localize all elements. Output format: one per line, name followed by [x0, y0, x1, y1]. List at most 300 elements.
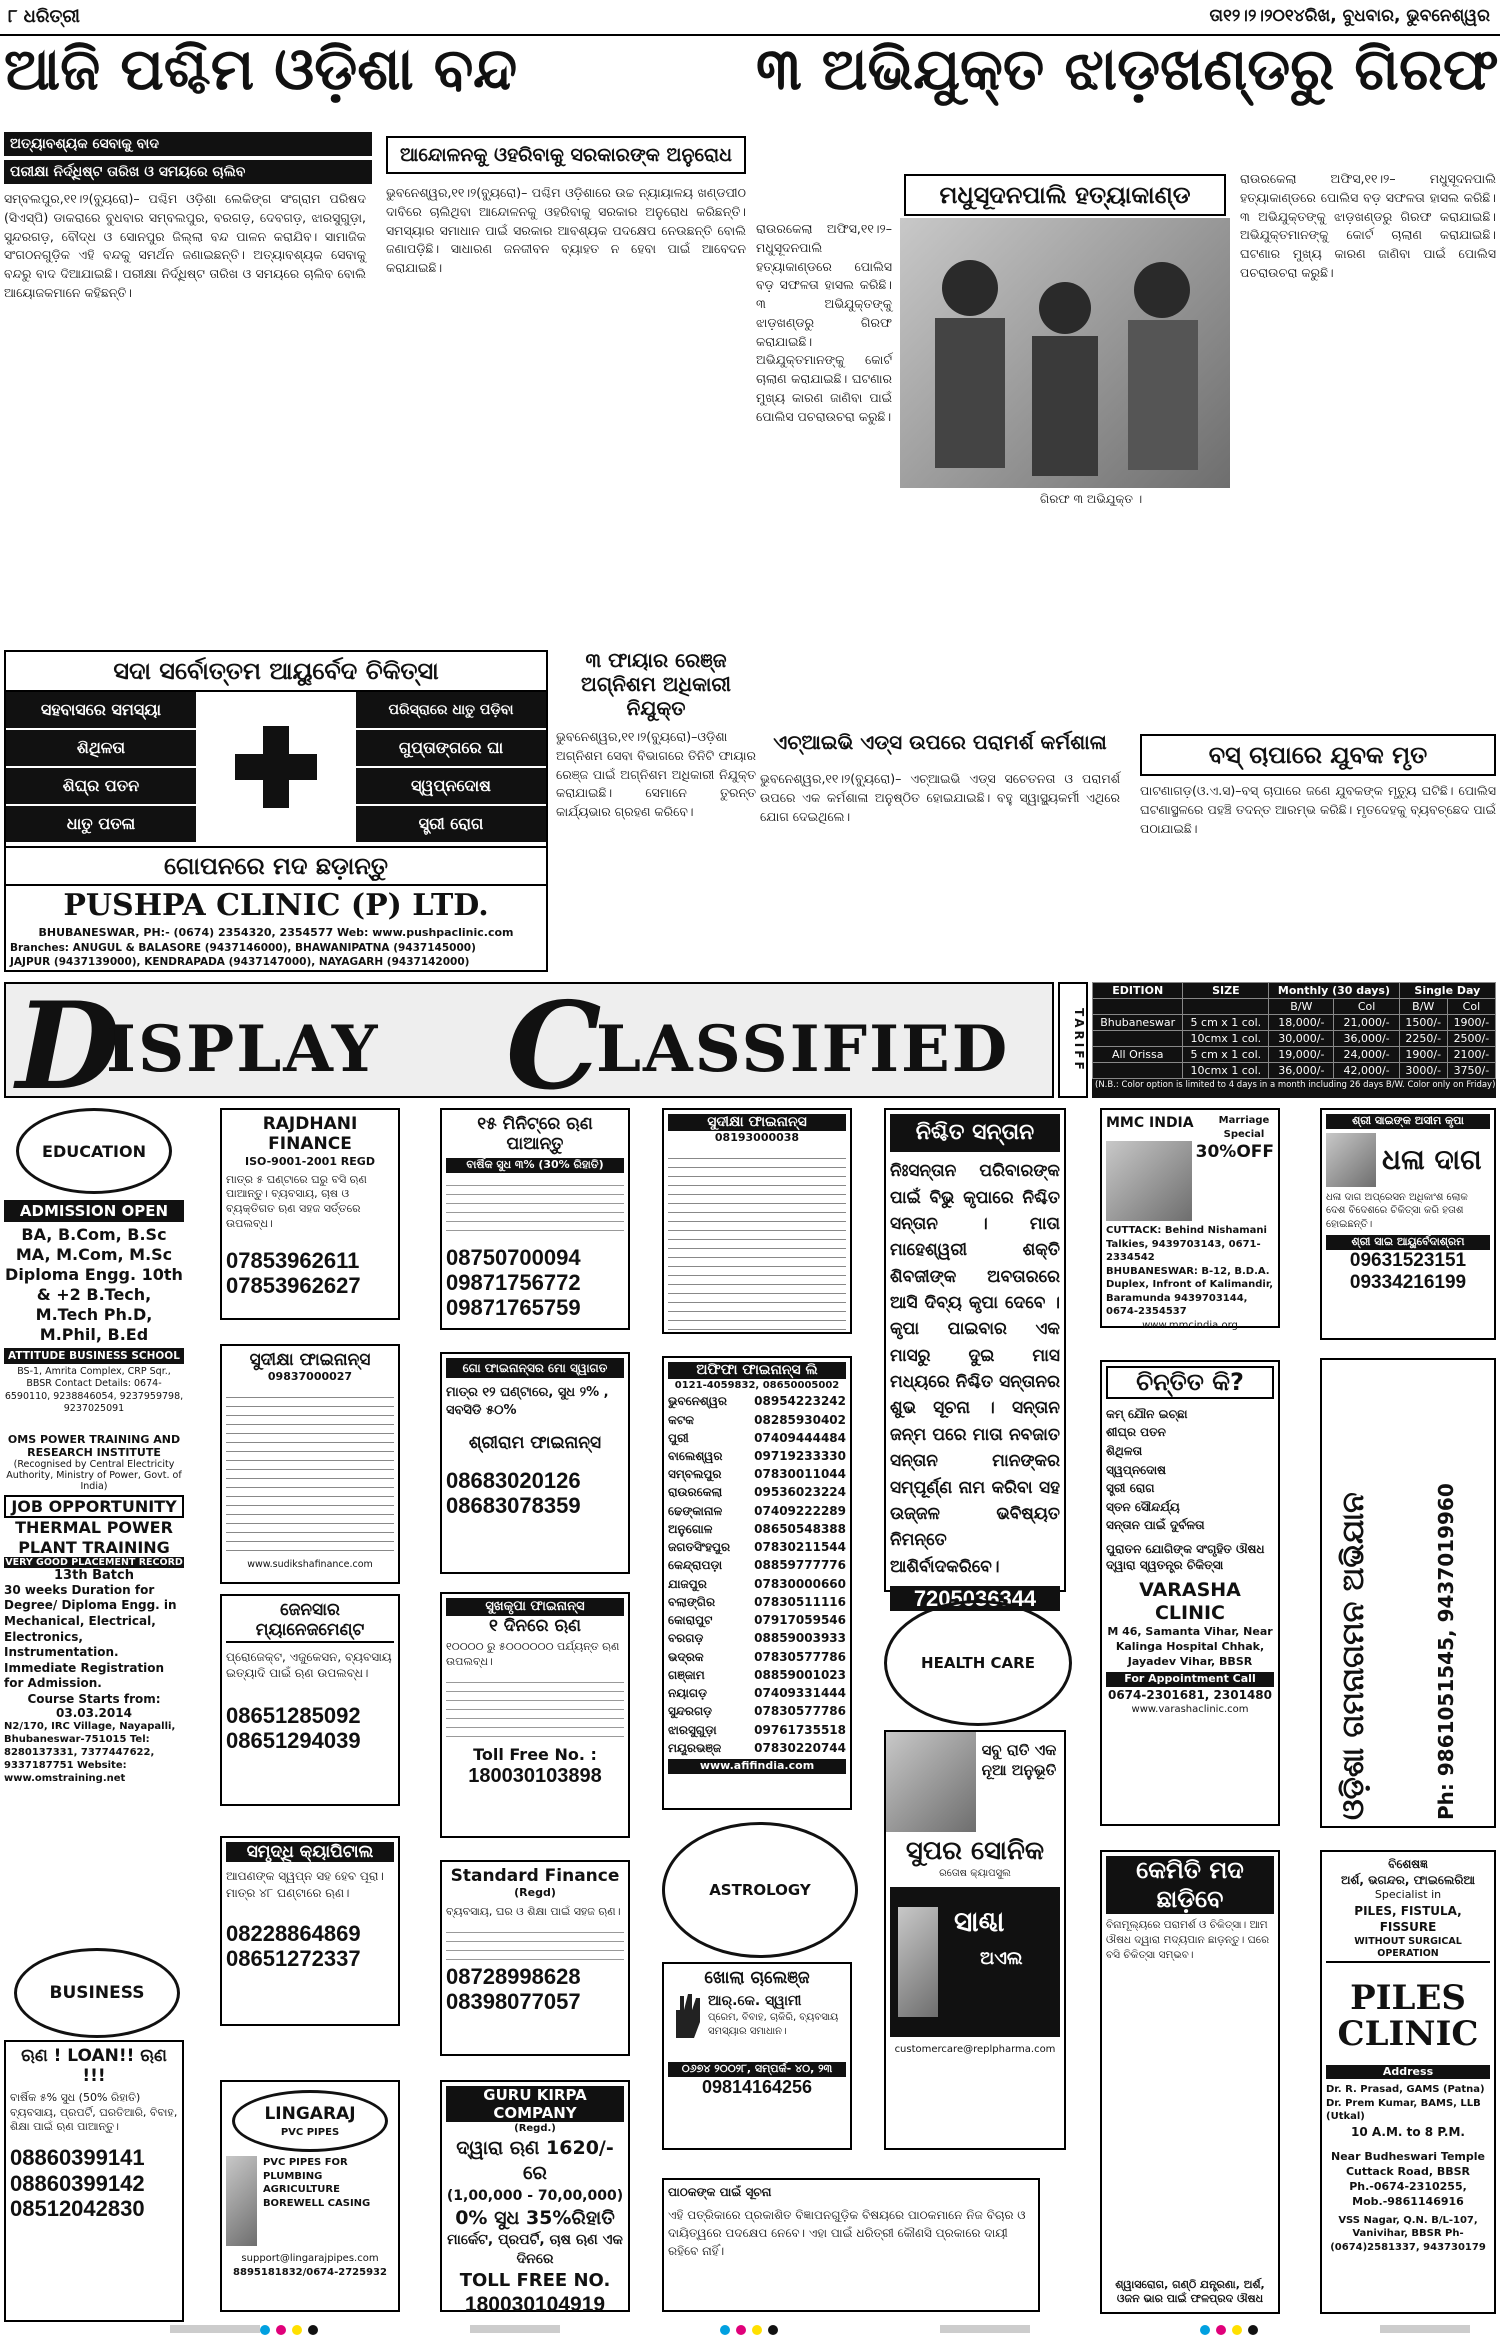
standard-phone-1: 08728998628 — [446, 1964, 581, 1990]
pushpa-name: PUSHPA CLINIC (P) LTD. — [63, 888, 489, 923]
gurukirpa-extra: ମାର୍କେଟ, ପ୍ରପର୍ଟି, ଚାଷ ଋଣ ଏକ ଦିନରେ — [447, 2232, 623, 2268]
pushpa-left-1: ସହବାସରେ ସମସ୍ୟା — [6, 692, 196, 730]
table-cell: 42,000/- — [1334, 1063, 1399, 1079]
pushpa-left-2: ଶିଥିଳତା — [6, 730, 196, 768]
table-cell: 5 cm x 1 col. — [1183, 1047, 1269, 1063]
mmc-ad — [1100, 1108, 1280, 1331]
santan-ad — [884, 1108, 1066, 1611]
pushpa-left-4: ଧାତୁ ପତଳା — [6, 806, 196, 842]
table-cell: 2100/- — [1447, 1047, 1495, 1063]
district-phone: 07917059546 — [754, 1613, 846, 1628]
santan-phone: 7205036344 — [890, 1586, 1060, 1611]
afifa-web: www.afifindia.com — [668, 1759, 846, 1774]
display-letter-d: D — [16, 976, 121, 1117]
fifteen-phone-2: 09871756772 — [446, 1269, 581, 1295]
kemiti-body: ବିନାମୂଲ୍ୟରେ ପରାମର୍ଶ ଓ ଚିକିତ୍ସା। ଆମ ଔଷଧ ଦ୍ୱାରା ମଦ୍ୟପାନ ଛାଡ଼ନ୍ତୁ। ଘରେ ବସି ଚିକିତ୍ସା ସମ୍ଭବ। — [1106, 1918, 1270, 1962]
list-item: ସ୍ତନ ସୌନ୍ଦର୍ଯ୍ୟ — [1106, 1499, 1180, 1514]
list-item: ଶିଥିଳତା — [1106, 1443, 1143, 1458]
tariff-col-single: Single Day — [1399, 983, 1495, 999]
super-note: ରତୋଷ କ୍ୟାପସୁଲ — [939, 1868, 1011, 1880]
gurukirpa-toll: 180030104919 — [464, 2293, 606, 2317]
medical-cross-icon — [231, 722, 321, 812]
varasha-phone: 0674-2301681, 2301480 — [1107, 1688, 1272, 1703]
story3-headline: ଆନ୍ଦୋଳନକୁ ଓହରିବାକୁ ସରକାରଙ୍କ ଅନୁରୋଧ — [386, 136, 746, 174]
super-top: ସବୁ ରାତି ଏକ ନୂଆ ଅନୁଭୂତି — [981, 1741, 1057, 1780]
swami-phone-1: ୦୬୭୪ ୨୦୦୨୮, ସମ୍ପର୍କ- ୪୦, ୨୩ — [668, 2062, 846, 2077]
super-customer: customercare@replpharma.com — [894, 2043, 1056, 2055]
registration-bar — [1380, 2325, 1470, 2333]
sudiksha2-title: ସୁଦୀକ୍ଷା ଫାଇନାନ୍ସ — [668, 1114, 846, 1131]
sukhkrupa-body: ୧୦୦୦୦ ରୁ ୫୦୦୦୦୦୦ ପର୍ଯ୍ୟନ୍ତ ଋଣ ଉପଲବ୍ଧ। — [446, 1639, 620, 1668]
lingaraj-uses: PVC PIPES FOR PLUMBING AGRICULTURE BOREWELL CASING — [262, 2157, 371, 2209]
district-name: ଯାଜପୁର — [668, 1576, 707, 1591]
pushpa-right-4: ସ୍ତ୍ରୀ ରୋଗ — [356, 806, 546, 842]
loan-title: ଋଣ ! LOAN!! ଋଣ !!! — [21, 2046, 167, 2087]
district-phone: 07409444484 — [754, 1430, 846, 1445]
table-cell: 3000/- — [1399, 1063, 1447, 1079]
kemiti-ad — [1100, 1850, 1280, 2314]
table-cell: 1500/- — [1399, 1015, 1447, 1031]
district-phone: 08285930402 — [754, 1412, 846, 1427]
education-emblem: EDUCATION — [16, 1108, 172, 1194]
oms-name: OMS POWER TRAINING AND RESEARCH INSTITUTE — [7, 1433, 181, 1460]
fifteen-title: ୧୫ ମିନିଟ୍‌ରେ ଋଣ ପାଆନ୍ତୁ — [477, 1114, 593, 1155]
district-phone: 07830577786 — [754, 1649, 846, 1664]
sandha-title: ସାଣ୍ଢା — [954, 1904, 1005, 1938]
list-item — [668, 1666, 846, 1684]
afifa-ad — [662, 1356, 852, 1810]
varasha-address: M 46, Samanta Vihar, Near Kalinga Hospital Chhak, Jayadev Vihar, BBSR — [1107, 1624, 1273, 1668]
chintita-list — [1106, 1405, 1274, 1535]
sudiksha2-phone: 08193000038 — [714, 1130, 800, 1144]
super-sonic-ad — [884, 1730, 1066, 2150]
district-name: କଟକ — [668, 1412, 695, 1427]
pushpa-branches-2: JAJPUR (9437139000), KENDRAPADA (9437147000), NAYAGARH (9437142000) — [10, 956, 470, 968]
district-phone: 07409222289 — [754, 1503, 846, 1518]
varasha-appt: For Appointment Call — [1106, 1672, 1274, 1687]
rajdhani-phone-1: 07853962611 — [226, 1248, 360, 1273]
swami-name: ଆର୍.କେ. ସ୍ୱାମୀ — [708, 1993, 802, 2010]
story1-sub1: ଅତ୍ୟାବଶ୍ୟକ ସେବାକୁ ବାଦ — [4, 132, 372, 156]
fifteen-phone-1: 08750700094 — [446, 1244, 581, 1270]
district-phone: 08650548388 — [754, 1521, 846, 1536]
tariff-sub: B/W — [1399, 999, 1447, 1015]
district-phone: 07409331444 — [754, 1686, 846, 1701]
guru-kirpa-ad — [440, 2080, 630, 2317]
sriram-body: ମାତ୍ର ୧୨ ଘଣ୍ଟାରେ, ସୁଧ ୨% , ସବସିଡି ୫୦% — [446, 1385, 609, 1418]
oms-description: 30 weeks Duration for Degree/ Diploma Engg. in Mechanical, Electrical, Electronics, Instrumentation. Immediate Registration for Admission. — [4, 1582, 177, 1691]
swami-title: ଖୋଲା ଚାଲେଞ୍ଜ — [704, 1968, 810, 1988]
list-item — [668, 1702, 846, 1720]
table-cell — [1093, 1031, 1183, 1047]
genesar-phone-2: 08651294039 — [226, 1728, 361, 1754]
table-cell: 2250/- — [1399, 1031, 1447, 1047]
district-name: ବାଲେଶ୍ୱର — [668, 1449, 723, 1463]
mmc-special: Marriage Special — [1218, 1115, 1270, 1140]
story1-body: ସମ୍ବଲପୁର,୧୧।୨(ବ୍ୟୁରୋ)– ପଶ୍ଚିମ ଓଡ଼ିଶା ଲେକିଙ୍ଗ ସଂଗ୍ରାମ ପରିଷଦ (ସିଏସ୍‌ପି) ଡାକରାରେ ବୁଧବାର ସମ୍ବଲପୁର, ବରଗଡ଼, ଦେବଗଡ଼, ଝାରସୁଗୁଡ଼ା, ସୁନ୍ଦରଗଡ଼, ବୌଦ୍ଧ ଓ ସୋନପୁର ଜିଲ୍ଲା ବନ୍ଦ ପାଳନ କରାଯିବ। ସାମାଜିକ ସଂଗଠନଗୁଡ଼ିକ ଏହି ବନ୍ଦକୁ ସମର୍ଥନ ଜଣାଇଛନ୍ତି। ଅତ୍ୟାବଶ୍ୟକ ସେବାକୁ ବନ୍ଦରୁ ବାଦ ଦିଆଯାଇଛି। ପରୀକ୍ଷା ନିର୍ଦ୍ଧିଷ୍ଟ ତାରିଖ ଓ ସମୟରେ ଚାଲିବ ବୋଲି ଆୟୋଜକମାନେ କହିଛନ୍ତି। — [4, 191, 366, 300]
health-care-emblem: HEALTH CARE — [884, 1600, 1072, 1726]
list-item — [668, 1648, 846, 1666]
loan-phone-2: 08860399142 — [10, 2170, 145, 2196]
list-item — [668, 1429, 846, 1447]
piles-clinic-2: CLINIC — [1337, 2013, 1479, 2054]
school-name: ATTITUDE BUSINESS SCHOOL — [4, 1348, 184, 1364]
sudiksha-web: www.sudikshafinance.com — [247, 1559, 373, 1571]
gurukirpa-body: ଦ୍ୱାରା ଋଣ 1620/-ରେ — [456, 2136, 614, 2185]
table-row — [1093, 1047, 1496, 1063]
oms-recognition: (Recognised by Central Electricity Authority, Ministry of Power, Govt. of India) — [6, 1459, 182, 1493]
tariff-col-edition: EDITION — [1093, 983, 1183, 999]
list-item: ସ୍ତ୍ରୀ ରୋଗ — [1106, 1481, 1155, 1496]
table-cell — [1093, 1063, 1183, 1079]
genesar-phone-1: 08651285092 — [226, 1703, 361, 1729]
sudiksha2-ad — [662, 1108, 852, 1334]
district-name: ନୟାଗଡ଼ — [668, 1686, 708, 1701]
swami-body: ପ୍ରେମ, ବିବାହ, ଚାକିରି, ବ୍ୟବସାୟ ସମସ୍ୟାର ସମାଧାନ। — [708, 2012, 839, 2037]
photo-caption: ଗିରଫ ୩ ଅଭିଯୁକ୍ତ । — [1040, 492, 1143, 506]
business-emblem: BUSINESS — [14, 1948, 180, 2038]
district-phone: 09536023224 — [754, 1485, 846, 1500]
pushpa-right-1: ପରିସ୍ରାରେ ଧାତୁ ପଡ଼ିବା — [356, 692, 546, 730]
story2-tag: ମଧୁସୂଦନପାଲି ହତ୍ୟାକାଣ୍ଡ — [904, 174, 1226, 216]
afifa-title: ଅଫିଫା ଫାଇନାନ୍ସ ଲି — [668, 1362, 846, 1379]
piles-specialist: Specialist in — [1374, 1888, 1442, 1902]
samrudhi-phone-1: 08228864869 — [226, 1920, 361, 1946]
registration-dot-cyan — [1200, 2325, 1210, 2335]
display-letter-c: C — [506, 976, 602, 1117]
district-name: ଗଞ୍ଜାମ — [668, 1667, 705, 1682]
astrology-emblem: ASTROLOGY — [662, 1822, 858, 1958]
sriram-phone-2: 08683078359 — [446, 1492, 581, 1518]
gurukirpa-rate: 0% ସୁଧ 35%ରିହାତି — [455, 2206, 615, 2229]
rajdhani-ad — [220, 1108, 400, 1320]
piles-doctor-1: Dr. R. Prasad, GAMS (Patna) — [1326, 2084, 1485, 2096]
story3-body: ଭୁବନେଶ୍ୱର,୧୧।୨(ବ୍ୟୁରୋ)– ପଶ୍ଚିମ ଓଡ଼ିଶାରେ ଉଚ୍ଚ ନ୍ୟାୟାଳୟ ଖଣ୍ଡପୀଠ ଦାବିରେ ଚାଲିଥିବା ଆନ୍ଦୋଳନକୁ ଓହରିବାକୁ ସରକାର ଅନୁରୋଧ କରିଛନ୍ତି। ସମସ୍ୟାର ସମାଧାନ ପାଇଁ ସରକାର ଆବଶ୍ୟକ ପଦକ୍ଷେପ ନେଉଛନ୍ତି ବୋଲି ଜଣାପଡ଼ିଛି। ସାଧାରଣ ଜନଜୀବନ ବ୍ୟାହତ ନ ହେବା ପାଇଁ ଆବେଦନ କରାଯାଇଛି। — [386, 185, 746, 275]
table-cell: 18,000/- — [1269, 1015, 1334, 1031]
notice-body: ଏହି ପତ୍ରିକାରେ ପ୍ରକାଶିତ ବିଜ୍ଞାପନଗୁଡ଼ିକ ବିଷୟରେ ପାଠକମାନେ ନିଜ ବିଚାର ଓ ଦାୟିତ୍ୱରେ ପଦକ୍ଷେପ ନେବେ। ଏହା ପାଇଁ ଧରିତ୍ରୀ କୌଣସି ପ୍ରକାରେ ଦାୟୀ ରହିବେ ନାହିଁ। — [668, 2208, 1026, 2259]
super-name: ସୁପର ସୋନିକ — [905, 1836, 1045, 1866]
piles-without: WITHOUT SURGICAL OPERATION — [1326, 1936, 1490, 1964]
table-cell: 36,000/- — [1269, 1063, 1334, 1079]
list-item — [668, 1611, 846, 1629]
list-item — [668, 1684, 846, 1702]
oms-batch: 13th Batch — [54, 1567, 134, 1583]
santan-title: ନିଶ୍ଚିତ ସନ୍ତାନ — [890, 1114, 1060, 1152]
district-phone: 07830011044 — [754, 1467, 846, 1482]
district-name: ବଲାଙ୍ଗିର — [668, 1594, 716, 1609]
district-phone: 07830577786 — [754, 1704, 846, 1719]
table-cell: 10cmx 1 col. — [1183, 1063, 1269, 1079]
registration-dot-cyan — [720, 2325, 730, 2335]
santan-body: ନିଃସନ୍ତାନ ପରିବାରଙ୍କ ପାଇଁ ବିଭୁ କୃପାରେ ନିଶ୍ଚିତ ସନ୍ତାନ । ମାତା ମାହେଶ୍ୱରୀ ଶକ୍ତି ଶିବଜୀଙ୍କ ଅବତାରରେ ଆସି ଦିବ୍ୟ କୃପା ଦେବେ । କୃପା ପାଇବାର ଏକ ମାସରୁ ଦୁଇ ମାସ ମଧ୍ୟରେ ନିଶ୍ଚିତ ସନ୍ତାନର ଶୁଭ ସୂଚନା । ସନ୍ତାନ ଜନ୍ମ ପରେ ମାତା ନବଜାତ ସନ୍ତାନ ମାନଙ୍କର ସମ୍ପୂର୍ଣ୍ଣ ନାମ କରିବା ସହ ଉଜ୍ଜଳ ଭବିଷ୍ୟତ ନିମନ୍ତେ ଆଶିର୍ବାଦକରିବେ। — [890, 1161, 1060, 1577]
pushpa-branches: Branches: ANUGUL & BALASORE (9437146000), BHAWANIPATNA (9437145000) — [10, 942, 476, 954]
fifteen-phone-3: 09871765759 — [446, 1295, 581, 1321]
sudiksha-listing — [226, 1389, 394, 1559]
district-name: କୋରାପୁଟ — [668, 1613, 713, 1628]
piles-doctor-2: Dr. Prem Kumar, BAMS, LLB (Utkal) — [1326, 2097, 1481, 2123]
piles-address: Near Budheswari Temple Cuttack Road, BBSR Ph.-0674-2310255, Mob.-9861146916 — [1331, 2150, 1485, 2208]
afifa-list — [668, 1392, 846, 1757]
table-cell: 19,000/- — [1269, 1047, 1334, 1063]
tariff-label: TARIFF — [1058, 982, 1088, 1098]
reader-notice — [662, 2178, 1040, 2312]
table-cell: 1900/- — [1447, 1015, 1495, 1031]
table-cell: Bhubaneswar — [1093, 1015, 1183, 1031]
table-cell: 10cmx 1 col. — [1183, 1031, 1269, 1047]
registration-bar — [470, 2325, 560, 2333]
piles-time: 10 A.M. to 8 P.M. — [1351, 2124, 1465, 2139]
vertical-ad — [1320, 1358, 1496, 1828]
piles-address-label: Address — [1326, 2065, 1490, 2080]
standard-phone-2: 08398077057 — [446, 1989, 581, 2015]
table-cell: 36,000/- — [1334, 1031, 1399, 1047]
registration-dot-magenta — [1216, 2325, 1226, 2335]
story1-sub2: ପରୀକ୍ଷା ନିର୍ଦ୍ଧିଷ୍ଟ ତାରିଖ ଓ ସମୟରେ ଚାଲିବ — [4, 160, 372, 184]
piles-sub: ଅର୍ଶ, ଭଗନ୍ଦର, ଫାଇଲେରିଆ — [1340, 1873, 1476, 1888]
gurukirpa-title: GURU KIRPA COMPANY — [446, 2086, 624, 2122]
district-name: ଭଦ୍ରକ — [668, 1649, 704, 1664]
list-item — [668, 1556, 846, 1574]
samrudhi-phone-2: 08651272337 — [226, 1946, 361, 1972]
vertical-text: ଓଡ଼ିଶା ଗମନାଗମନ ଅଭିଯାନ — [1336, 1492, 1371, 1820]
palm-icon — [668, 1992, 704, 2040]
dhalada-title: ଧଳା ଦାଗ — [1382, 1142, 1482, 1176]
list-item — [668, 1721, 846, 1739]
district-phone: 07830511116 — [754, 1594, 846, 1609]
loan-body: ବାର୍ଷିକ ୫% ସୁଧ (50% ରିହାତି) ବ୍ୟବସାୟ, ପ୍ରପର୍ଟି, ଘରତିଆରି, ବିବାହ, ଶିକ୍ଷା ପାଇଁ ଋଣ ପାଆନ୍ତୁ। — [10, 2090, 178, 2134]
registration-dot-yellow — [292, 2325, 302, 2335]
district-name: ରାଉରକେଲା — [668, 1485, 723, 1500]
dhalada-phone-1: 09631523151 — [1349, 1250, 1467, 1272]
rajdhani-title: RAJDHANI FINANCE — [262, 1114, 358, 1155]
afifa-sub: 0121-4059832, 08650005002 — [674, 1379, 840, 1391]
patient-photo — [1326, 1133, 1376, 1187]
display-title-1: ISPLAY — [106, 1012, 380, 1087]
sukhkrupa-sub: ୧ ଦିନରେ ଋଣ — [488, 1615, 582, 1636]
varasha-web: www.varashaclinic.com — [1131, 1704, 1249, 1716]
tariff-sub: B/W — [1269, 999, 1334, 1015]
piles-clinic-ad — [1320, 1850, 1496, 2314]
sukhkrupa-details — [446, 1674, 624, 1744]
dhalada-head: ଶ୍ରୀ ସାଇଙ୍କ ଅସୀମ କୃପା — [1326, 1114, 1490, 1129]
table-cell: 2500/- — [1447, 1031, 1495, 1047]
standard-title: Standard Finance — [450, 1866, 620, 1886]
pushpa-banner: ଗୋପନରେ ମଦ ଛଡ଼ାନ୍ତୁ — [6, 846, 546, 886]
sudiksha-title: ସୁଦୀକ୍ଷା ଫାଇନାନ୍ସ — [249, 1350, 371, 1370]
piles-clinic-1: PILES — [1350, 1978, 1466, 2019]
mmc-title: MMC INDIA — [1106, 1115, 1194, 1131]
fifteen-min-ad — [440, 1108, 630, 1330]
list-item: କମ୍ ଯୌନ ଇଚ୍ଛା — [1106, 1406, 1188, 1421]
district-name: ବରଗଡ଼ — [668, 1631, 704, 1646]
dhalada-footer: ଶ୍ରୀ ସାଇ ଆୟୁର୍ବେଦାଶ୍ରମ — [1326, 1235, 1490, 1250]
pushpa-left-3: ଶିଘ୍ର ପତନ — [6, 768, 196, 806]
list-item — [668, 1483, 846, 1501]
ad-column-1 — [4, 1108, 184, 1828]
list-item — [668, 1575, 846, 1593]
registration-bar — [170, 2325, 260, 2333]
district-name: ପୁରୀ — [668, 1430, 689, 1445]
fifteen-rate: ବାର୍ଷିକ ସୁଧ ୩% (30% ରିହାତି) — [446, 1158, 624, 1173]
district-phone: 08859001023 — [754, 1667, 846, 1682]
piles-title: PILES, FISTULA, FISSURE — [1354, 1904, 1462, 1935]
table-cell: 3750/- — [1447, 1063, 1495, 1079]
swami-phone-2: 09814164256 — [701, 2077, 813, 2098]
district-phone: 09719233330 — [754, 1449, 846, 1463]
sudiksha-phone: 09837000027 — [267, 1370, 353, 1384]
registration-dot-black — [308, 2325, 318, 2335]
table-row — [1093, 1015, 1496, 1031]
rajdhani-phone-2: 07853962627 — [226, 1273, 361, 1299]
admission-courses: BA, B.Com, B.Sc MA, M.Com, M.Sc Diploma Engg. 10th & +2 B.Tech, M.Tech Ph.D, M.Phil, B.Ed — [5, 1225, 183, 1344]
list-item — [668, 1593, 846, 1611]
district-name: ଝାରସୁଗୁଡ଼ା — [668, 1722, 717, 1737]
dhala-daga-ad — [1320, 1108, 1496, 1340]
sandha-oil: ଅଏଲ — [980, 1947, 1023, 1969]
samrudhi-body: ଆପଣଙ୍କ ସ୍ୱପ୍ନ ସହ ହେବ ପୂରା। ମାତ୍ର ୪୮ ଘଣ୍ଟାରେ ଋଣ। — [226, 1869, 384, 1900]
table-cell: All Orissa — [1093, 1047, 1183, 1063]
registration-dot-black — [768, 2325, 778, 2335]
swami-ad — [662, 1962, 852, 2150]
piles-head: ବିଶେଷଜ୍ଞ — [1388, 1857, 1428, 1871]
story2-body: ରାଉରକେଲା ଅଫିସ,୧୧।୨– ମଧୁସୂଦନପାଲି ହତ୍ୟାକାଣ୍ଡରେ ପୋଲିସ ବଡ଼ ସଫଳତା ହାସଲ କରିଛି। ୩ ଅଭିଯୁକ୍ତଙ୍କୁ ଝାଡ଼ଖଣ୍ଡରୁ ଗିରଫ କରାଯାଇଛି। ଅଭିଯୁକ୍ତମାନଙ୍କୁ କୋର୍ଟ ଚାଲାଣ କରାଯାଇଛି। ଘଟଣାର ମୁଖ୍ୟ କାରଣ ଜାଣିବା ପାଇଁ ପୋଲିସ ପଚରାଉଚରା କରୁଛି। — [756, 221, 892, 424]
sukhkrupa-toll-label: Toll Free No. : — [473, 1744, 597, 1764]
standard-finance-ad — [440, 1860, 630, 2056]
table-cell: 30,000/- — [1269, 1031, 1334, 1047]
genesar-title: ଜେନସାର ମ୍ୟାନେଜମେଣ୍ଟ — [226, 1600, 394, 1643]
pushpa-contact: BHUBANESWAR, PH:- (0674) 2354320, 2354577 Web: www.pushpaclinic.com — [38, 926, 514, 939]
list-item — [668, 1411, 846, 1429]
story4-headline: ୩ ଫାୟାର ରେଞ୍ଜ ଅଗ୍ନିଶମ ଅଧିକାରୀ ନିଯୁକ୍ତ — [581, 648, 731, 720]
chintita-title: ଚିନ୍ତିତ କି? — [1106, 1366, 1274, 1399]
district-phone: 07830211544 — [754, 1540, 846, 1555]
pushpa-right-2: ଗୁପ୍ତାଙ୍ଗରେ ଘା — [356, 730, 546, 768]
pushpa-right-3: ସ୍ୱପ୍ନଦୋଷ — [356, 768, 546, 806]
lingaraj-mail: support@lingarajpipes.com — [241, 2253, 379, 2264]
table-row — [1093, 1063, 1496, 1079]
district-phone: 09761735518 — [754, 1722, 846, 1737]
lingaraj-phone: 8895181832/0674-2725932 — [233, 2266, 387, 2278]
list-item: ସନ୍ତାନ ପାଇଁ ଦୁର୍ବଳତା — [1106, 1518, 1205, 1533]
story6-headline: ବସ୍ ଚାପାରେ ଯୁବକ ମୃତ — [1140, 734, 1496, 776]
samrudhi-title: ସମୃଦ୍ଧି କ୍ୟାପିଟାଲ — [226, 1842, 394, 1862]
list-item — [668, 1739, 846, 1757]
list-item — [668, 1629, 846, 1647]
tariff-col-monthly: Monthly (30 days) — [1269, 983, 1399, 999]
oil-bottle-image — [898, 1907, 938, 2017]
pushpa-clinic-ad — [4, 650, 548, 972]
sriram-name: ଶ୍ରୀରାମ ଫାଇନାନ୍ସ — [468, 1433, 602, 1454]
list-item: ସ୍ୱପ୍ନଦୋଷ — [1106, 1462, 1166, 1477]
date-line: ତା୧୨।୨।୨୦୧୪ରିଖ, ବୁଧବାର, ଭୁବନେଶ୍ୱର — [1209, 6, 1490, 26]
sriram-title: ଗୋ ଫାଇନାନ୍ସର ମୋ ସ୍ୱାଗତ — [446, 1358, 624, 1378]
admission-head: ADMISSION OPEN — [4, 1200, 184, 1222]
district-name: ଜଗତସିଂହପୁର — [668, 1540, 731, 1555]
tariff-table — [1092, 982, 1496, 1079]
page-paper-name: ୮ ଧରିତ୍ରୀ — [8, 6, 80, 27]
sudiksha2-listing — [668, 1150, 846, 1330]
table-cell: 5 cm x 1 col. — [1183, 1015, 1269, 1031]
display-classified-banner — [4, 976, 1054, 1117]
sudiksha-ad — [220, 1344, 400, 1584]
list-item — [668, 1392, 846, 1410]
varasha-name: VARASHA CLINIC — [1139, 1579, 1241, 1625]
oms-job: JOB OPPORTUNITY — [4, 1495, 184, 1518]
lingaraj-sub: PVC PIPES — [280, 2126, 340, 2138]
oms-thermal: THERMAL POWER PLANT TRAINING — [15, 1518, 173, 1557]
gurukirpa-range: (1,00,000 - 70,00,000) — [446, 2187, 624, 2204]
district-name: କେନ୍ଦ୍ରାପଡ଼ା — [668, 1558, 723, 1573]
genesar-body: ପ୍ରୋଜେକ୍ଟ, ଏଜୁକେସନ, ବ୍ୟବସାୟ ଇତ୍ୟାଦି ପାଇଁ ଋଣ ଉପଲବ୍ଧ। — [226, 1649, 392, 1680]
district-phone: 08954223242 — [754, 1394, 846, 1409]
chintita-footer: ପୁରାତନ ଯୋଗିଙ୍କ ସଂଗୃହିତ ଔଷଧ ଦ୍ୱାରା ସ୍ୱତନ୍ତ୍ର ଚିକିତ୍ସା — [1106, 1541, 1265, 1573]
district-name: ଢେଙ୍କାନାଳ — [668, 1503, 723, 1518]
tariff-note: (N.B.: Color option is limited to 4 days in a month including 26 days B/W. Color only on Friday) — [1095, 1080, 1496, 1090]
story5-headline: ଏଚ୍‌ଆଇଭି ଏଡ୍‌ସ ଉପରେ ପରାମର୍ଶ କର୍ମଶାଳା — [773, 730, 1107, 754]
rajdhani-body: ମାତ୍ର ୫ ଘଣ୍ଟାରେ ଘରୁ ବସି ଋଣ ପାଆନ୍ତୁ। ବ୍ୟବସାୟ, ଚାଷ ଓ ବ୍ୟକ୍ତିଗତ ଋଣ ସହଜ ସର୍ତ୍ତରେ ଉପଲବ୍ଧ। — [226, 1172, 367, 1231]
accused-photo — [900, 218, 1230, 488]
tariff-sub: Col — [1447, 999, 1495, 1015]
sukhkrupa-ad — [440, 1592, 630, 1838]
samrudhi-ad — [220, 1836, 400, 2026]
registration-dot-black — [1248, 2325, 1258, 2335]
story4-body: ଭୁବନେଶ୍ୱର,୧୧।୨(ବ୍ୟୁରୋ)–ଓଡ଼ିଶା ଅଗ୍ନିଶମ ସେବା ବିଭାଗରେ ତିନିଟି ଫାୟାର ରେଞ୍ଜ ପାଇଁ ଅଗ୍ନିଶମ ଅଧିକାରୀ ନିଯୁକ୍ତ କରାଯାଇଛି। ସେମାନେ ତୁରନ୍ତ କାର୍ଯ୍ୟଭାର ଗ୍ରହଣ କରିବେ। — [556, 729, 756, 819]
district-name: ଭୁବନେଶ୍ୱର — [668, 1394, 727, 1409]
pushpa-title: ସଦା ସର୍ବୋତ୍ତମ ଆୟୁର୍ବେଦ ଚିକିତ୍ସା — [6, 652, 546, 692]
page-header — [0, 0, 1500, 36]
district-phone: 07830000660 — [754, 1576, 846, 1591]
pipes-image — [226, 2156, 257, 2246]
list-item — [668, 1538, 846, 1556]
registration-bar — [940, 2325, 1030, 2333]
district-phone: 07830220744 — [754, 1740, 846, 1755]
kemiti-footer: ଶ୍ୱାସରୋଗ, ଗଣ୍ଠି ଯନ୍ତ୍ରଣା, ଅର୍ଶ, ଓଜନ ଭାର ପାଇଁ ଫଳପ୍ରଦ ଔଷଧ — [1115, 2277, 1265, 2306]
varasha-clinic-ad — [1100, 1360, 1280, 1826]
list-item: ଶୀଘ୍ର ପତନ — [1106, 1425, 1166, 1440]
sukhkrupa-toll: 180030103898 — [468, 1765, 602, 1788]
loan-phone-1: 08860399141 — [10, 2145, 145, 2171]
accused-figures-icon — [900, 218, 1230, 488]
tariff-table-box — [1092, 982, 1496, 1098]
table-row — [1093, 1031, 1496, 1047]
gurukirpa-regd: (Regd.) — [514, 2123, 556, 2134]
story1-headline: ଆଜି ପଶ୍ଚିମ ଓଡ଼ିଶା ବନ୍ଦ — [4, 35, 518, 103]
fifteen-details — [446, 1177, 624, 1237]
registration-dot-magenta — [276, 2325, 286, 2335]
kemiti-title: କେମିତି ମଦ ଛାଡ଼ିବେ — [1106, 1856, 1274, 1914]
table-cell: 21,000/- — [1334, 1015, 1399, 1031]
oms-address: N2/170, IRC Village, Nayapalli, Bhubaneswar-751015 Tel: 8280137331, 7377447622, 9337187751 Website: www.omstraining.net — [4, 1720, 176, 1784]
lingaraj-ad — [220, 2080, 400, 2312]
genesar-ad — [220, 1594, 400, 1806]
rajdhani-iso: ISO-9001-2001 REGD — [245, 1154, 375, 1168]
couple-image — [886, 1732, 976, 1832]
notice-title: ପାଠକଙ୍କ ପାଇଁ ସୂଚନା — [668, 2185, 772, 2199]
tariff-sub: Col — [1334, 999, 1399, 1015]
list-item — [668, 1520, 846, 1538]
mmc-address-1: CUTTACK: Behind Nishamani Talkies, 9439703143, 0671-2334542 — [1106, 1225, 1267, 1263]
mmc-off: 30%OFF — [1195, 1142, 1274, 1162]
story5-body: ଭୁବନେଶ୍ୱର,୧୧।୨(ବ୍ୟୁରୋ)– ଏଚ୍‌ଆଇଭି ଏଡ୍‌ସ ସଚେତନତା ଓ ପରାମର୍ଶ ଉପରେ ଏକ କର୍ମଶାଳା ଅନୁଷ୍ଠିତ ହୋଇଯାଇଛି। ବହୁ ସ୍ୱାସ୍ଥ୍ୟକର୍ମୀ ଏଥିରେ ଯୋଗ ଦେଇଥିଲେ। — [760, 771, 1120, 824]
lingaraj-title: LINGARAJ — [264, 2103, 356, 2124]
story2-body-continued: ରାଉରକେଲା ଅଫିସ,୧୧।୨– ମଧୁସୂଦନପାଲି ହତ୍ୟାକାଣ୍ଡରେ ପୋଲିସ ବଡ଼ ସଫଳତା ହାସଲ କରିଛି। ୩ ଅଭିଯୁକ୍ତଙ୍କୁ ଝାଡ଼ଖଣ୍ଡରୁ ଗିରଫ କରାଯାଇଛି। ଅଭିଯୁକ୍ତମାନଙ୍କୁ କୋର୍ଟ ଚାଲାଣ କରାଯାଇଛି। ଘଟଣାର ମୁଖ୍ୟ କାରଣ ଜାଣିବା ପାଇଁ ପୋଲିସ ପଚରାଉଚରା କରୁଛି। — [1240, 171, 1496, 280]
loan-ad — [4, 2040, 184, 2322]
table-cell: 1900/- — [1399, 1047, 1447, 1063]
story6-body: ପାଟଣାଗଡ଼(ଓ.ଏ.ସ)–ବସ୍ ଚାପାରେ ଜଣେ ଯୁବକଙ୍କ ମୃତ୍ୟୁ ଘଟିଛି। ପୋଲିସ ଘଟଣାସ୍ଥଳରେ ପହଞ୍ଚି ତଦନ୍ତ ଆରମ୍ଭ କରିଛି। ମୃତଦେହକୁ ବ୍ୟବଚ୍ଛେଦ ପାଇଁ ପଠାଯାଇଛି। — [1140, 783, 1496, 836]
standard-body: ବ୍ୟବସାୟ, ଘର ଓ ଶିକ୍ଷା ପାଇଁ ସହଜ ଋଣ। — [446, 1905, 621, 1919]
district-name: ଅନୁଗୋଳ — [668, 1521, 713, 1536]
dhalada-phone-2: 09334216199 — [1349, 1272, 1467, 1294]
